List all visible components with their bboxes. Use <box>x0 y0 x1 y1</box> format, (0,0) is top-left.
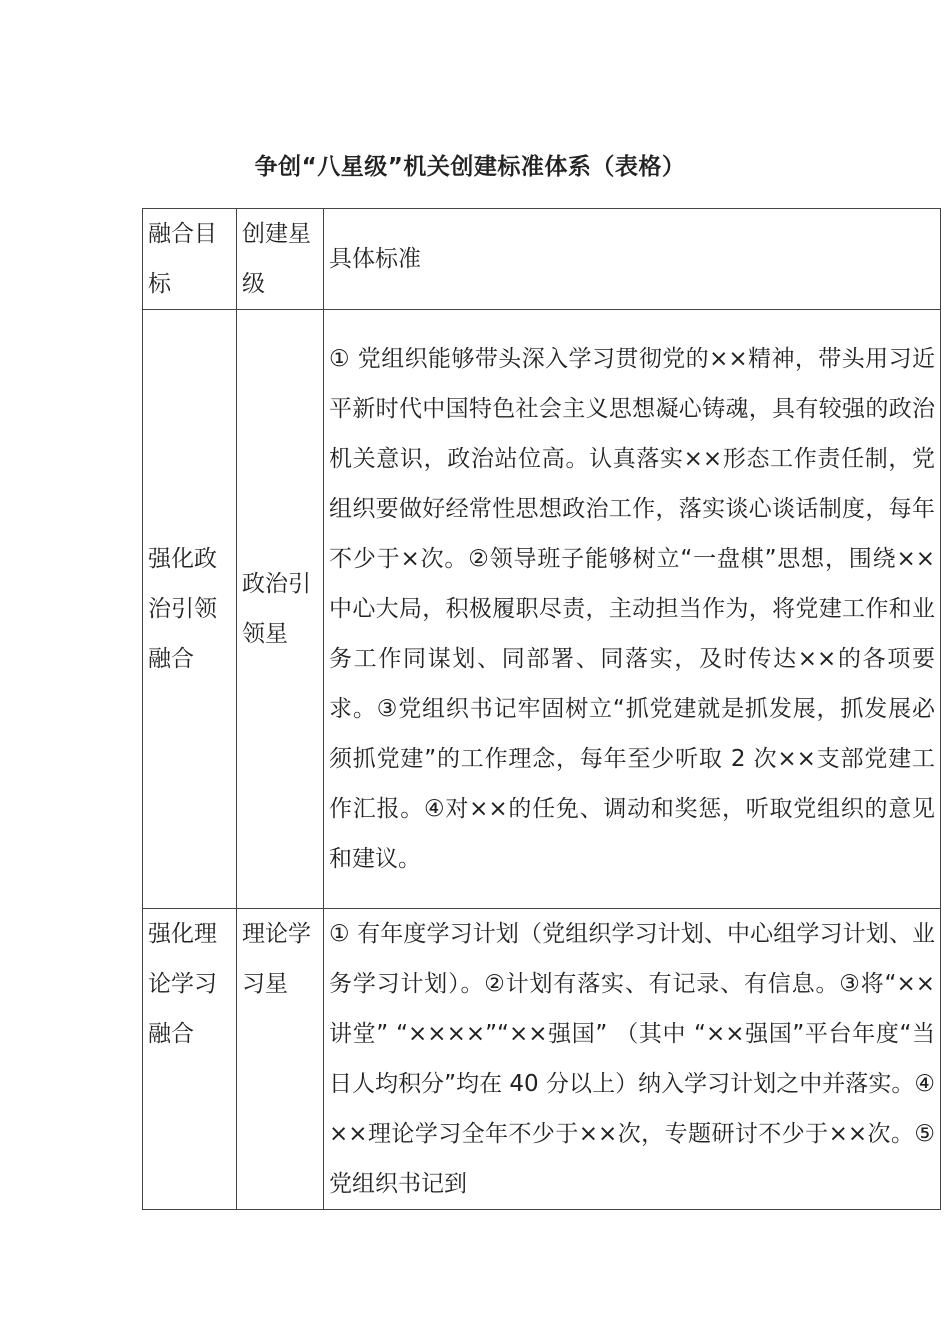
standards-table <box>142 208 941 1210</box>
goal-cell: 强化理论学习融合 <box>143 909 237 1210</box>
star-cell: 政治引领星 <box>237 310 324 909</box>
header-criteria: 具体标准 <box>324 209 941 310</box>
table-row <box>143 310 941 909</box>
goal-cell: 强化政治引领融合 <box>143 310 237 909</box>
table-header-row <box>143 209 941 310</box>
header-star: 创建星级 <box>237 209 324 310</box>
header-goal: 融合目标 <box>143 209 237 310</box>
page-title: 争创“八星级”机关创建标准体系（表格） <box>254 154 686 180</box>
table-row <box>143 909 941 1210</box>
star-cell: 理论学习星 <box>237 909 324 1210</box>
criteria-cell: ① 党组织能够带头深入学习贯彻党的××精神，带头用习近平新时代中国特色社会主义思想凝心铸魂，具有较强的政治机关意识，政治站位高。认真落实××形态工作责任制，党组织要做好经常性思想政治工作，落实谈心谈话制度，每年不少于×次。②领导班子能够树立“一盘棋”思想，围绕××中心大局，积极履职尽责，主动担当作为，将党建工作和业务工作同谋划、同部署、同落实，及时传达××的各项要求。③党组织书记牢固树立“抓党建就是抓发展，抓发展必须抓党建”的工作理念，每年至少听取 2 次××支部党建工作汇报。④对××的任免、调动和奖惩，听取党组织的意见和建议。 <box>324 310 941 909</box>
criteria-cell: ① 有年度学习计划（党组织学习计划、中心组学习计划、业务学习计划）。②计划有落实、有记录、有信息。③将“××讲堂” “××××”“××强国” （其中 “××强国”平台年度“当日人均积分”均在 40 分以上）纳入学习计划之中并落实。④××理论学习全年不少于××次，专题研讨不少于××次。⑤党组织书记到 <box>324 909 941 1210</box>
